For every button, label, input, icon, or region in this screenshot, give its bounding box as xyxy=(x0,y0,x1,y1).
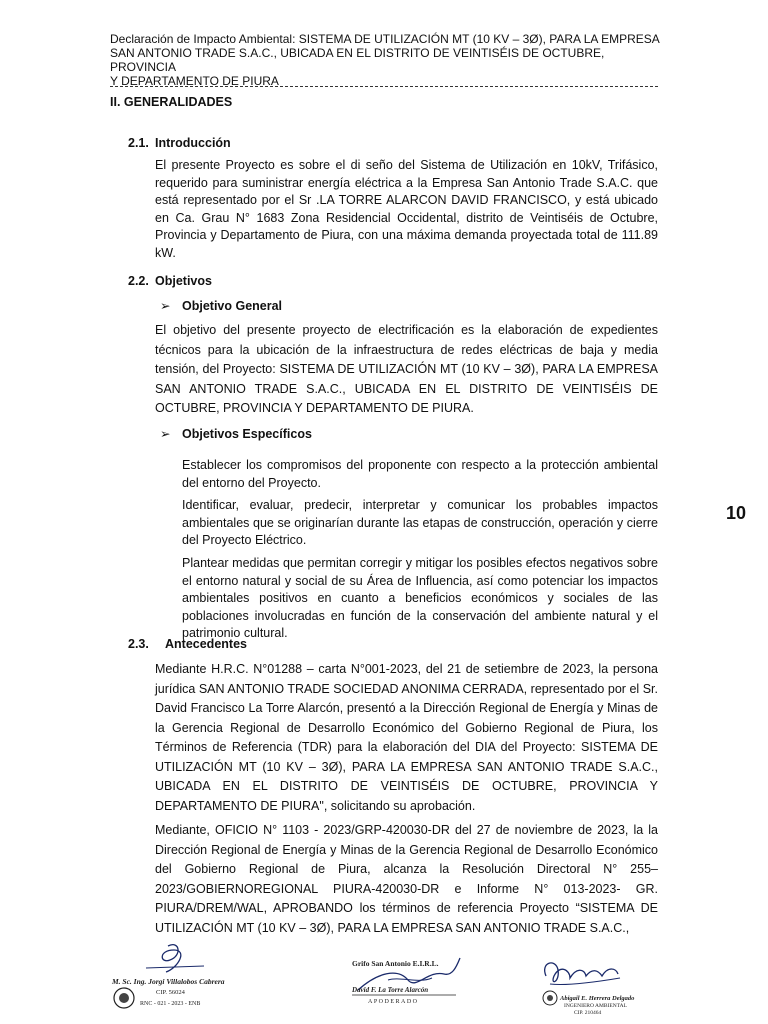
engineer-stamp-left xyxy=(108,938,225,1018)
general-objective-heading xyxy=(160,298,282,313)
center-stamp-company: Grifo San Antonio E.I.R.L. xyxy=(352,959,439,968)
background-paragraph-1: Mediante H.R.C. N°01288 – carta N°001-2023, del 21 de setiembre de 2023, la persona jurídica SAN ANTONIO TRADE SOCIEDAD ANONIMA CERRADA, representado por el Sr. David Francisco La Torre Alarcón, presentó a la Dirección Regional de Energía y Minas de la Gerencia Regional de Desarrollo Económico del Gobierno Regional de Piura, los Términos de Referencia (TDR) para la elaboración del DIA del Proyecto: SISTEMA DE UTILIZACIÓN MT (10 KV – 3Ø), PARA LA EMPRESA SAN ANTONIO TRADE S.A.C., UBICADA EN EL DISTRITO DE VEINTISÉIS DE OCTUBRE, PROVINCIA Y DEPARTAMENTO DE PIURA", solicitando su aprobación. xyxy=(155,662,658,813)
specific-objectives-heading xyxy=(160,426,312,441)
document-header xyxy=(110,32,660,88)
engineer-stamp-right xyxy=(536,956,635,1018)
objectives-heading xyxy=(128,274,212,288)
objectives-number: 2.2. xyxy=(128,274,149,288)
company-stamp-center xyxy=(348,950,464,1010)
specific-objectives-title: Objetivos Específicos xyxy=(182,427,312,441)
right-stamp-cip: CIP. 210464 xyxy=(574,1010,602,1016)
section-title: II. GENERALIDADES xyxy=(110,95,233,109)
intro-title: Introducción xyxy=(155,136,231,150)
background-number: 2.3. xyxy=(128,637,149,651)
specific-objective-item: Plantear medidas que permitan corregir y mitigar los posibles efectos negativos sobre el entorno natural y social de su Área de Influencia, así como potenciar los impactos ambientales positivos en cuanto a beneficios económicos y sociales de las poblaciones involucradas en función de la conservación del ambiente natural y el patrimonio cultural. xyxy=(182,556,658,641)
header-line-1: Declaración de Impacto Ambiental: SISTEMA DE UTILIZACIÓN MT (10 KV – 3Ø), PARA LA EMPRESA xyxy=(110,32,660,46)
intro-heading xyxy=(128,136,231,150)
objectives-title: Objetivos xyxy=(155,274,212,288)
background-title: Antecedentes xyxy=(165,637,247,651)
specific-objective-item: Establecer los compromisos del proponente con respecto a la protección ambiental del entorno del Proyecto. xyxy=(182,458,658,490)
right-stamp-role: INGENIERO AMBIENTAL xyxy=(564,1003,627,1009)
specific-objective-item: Identificar, evaluar, predecir, interpretar y comunicar los probables impactos ambientales que se originarían durante las etapas de construcción, operación y cierre del Proyecto Eléctrico. xyxy=(182,498,658,548)
intro-body: El presente Proyecto es sobre el di seño del Sistema de Utilización en 10kV, Trifásico, requerido para suministrar energía eléctrica a la Empresa San Antonio Trade S.A.C. que está representado por el Sr .LA TORRE ALARCON DAVID FRANCISCO, y está ubicado en Ca. Grau N° 1683 Zona Residencial Occidental, distrito de Veintiséis de Octubre, Provincia y Departamento de Piura, con una máxima demanda proyectada total de 111.89 kW. xyxy=(155,158,658,260)
general-objective-title: Objetivo General xyxy=(182,299,283,313)
page-number: 10 xyxy=(726,503,747,523)
center-stamp-name: David F. La Torre Alarcón xyxy=(352,986,429,994)
arrow-bullet-icon: ➢ xyxy=(160,299,171,313)
arrow-bullet-icon: ➢ xyxy=(160,427,171,441)
general-objective-body: El objetivo del presente proyecto de electrificación es la elaboración de expedientes técnicos para la ubicación de la infraestructura de redes eléctricas de baja y media tensión, del Proyecto: SISTEMA DE UTILIZACIÓN MT (10 KV – 3Ø), PARA LA EMPRESA SAN ANTONIO TRADE S.A.C., UBICADA EN EL DISTRITO DE VEINTISÉIS DE OCTUBRE, PROVINCIA Y DEPARTAMENTO DE PIURA. xyxy=(155,323,658,415)
intro-number: 2.1. xyxy=(128,136,149,150)
header-divider xyxy=(110,86,658,87)
header-line-3: Y DEPARTAMENTO DE PIURA xyxy=(110,74,279,88)
left-stamp-name: M. Sc. Ing. Jorgi Villalobos Cabrera xyxy=(112,977,225,986)
background-paragraph-2: Mediante, OFICIO N° 1103 - 2023/GRP-420030-DR del 27 de noviembre de 2023, la la Dirección Regional de Energía y Minas de la Gerencia Regional de Desarrollo Económico del Gobierno Regional de Piura, alcanza la Resolución Directoral N° 255– 2023/GOBIERNOREGIONAL PIURA-420030-DR e Informe N° 013-2023- GR. PIURA/DREM/WAL, APROBANDO los términos de referencia Proyecto “SISTEMA DE UTILIZACIÓN MT (10 KV – 3Ø), PARA LA EMPRESA SAN ANTONIO TRADE S.A.C., xyxy=(155,823,658,935)
left-stamp-cip: CIP. 56024 xyxy=(156,989,185,996)
header-line-2: SAN ANTONIO TRADE S.A.C., UBICADA EN EL DISTRITO DE VEINTISÉIS DE OCTUBRE, PROVINCIA xyxy=(110,46,605,74)
left-stamp-reg: RNC - 021 - 2023 - ENB xyxy=(140,1001,201,1007)
right-stamp-name: Abigail E. Herrera Delgado xyxy=(560,995,635,1002)
background-heading xyxy=(128,637,247,651)
center-stamp-role: APODERADO xyxy=(368,999,419,1005)
